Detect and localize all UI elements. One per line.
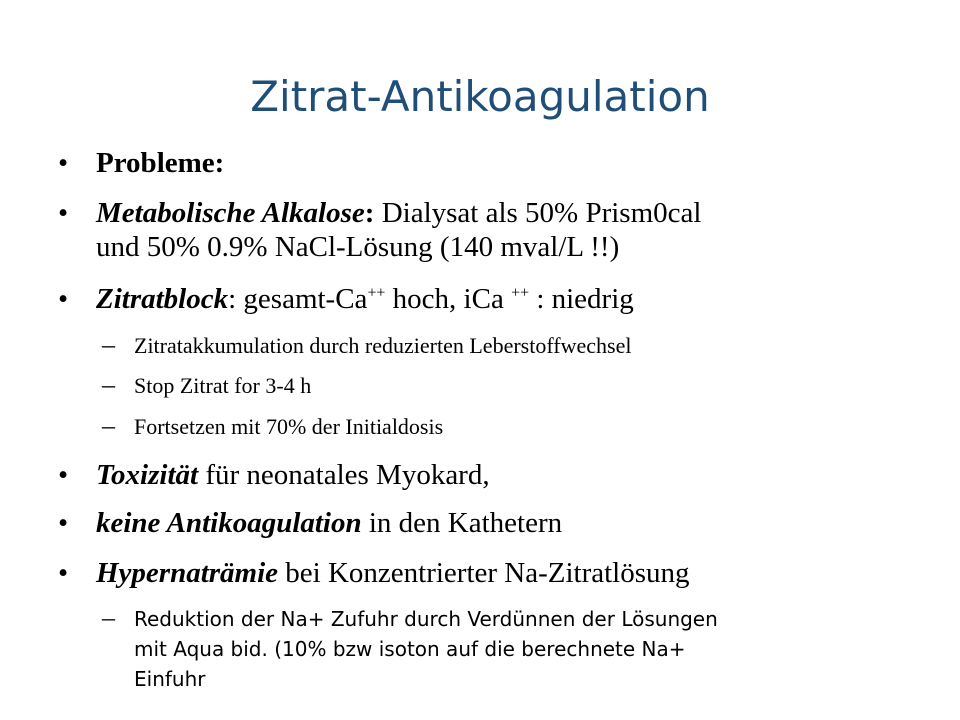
antikoagulation-text: in den Kathetern — [361, 507, 563, 539]
bullet-alkalose-line1 — [96, 196, 916, 230]
bullet-hypernatraemie — [96, 556, 916, 590]
sub-item: Zitratakkumulation durch reduzierten Leberstoffwechsel — [134, 333, 632, 358]
dash-icon: – — [102, 370, 115, 399]
zitratblock-text-c: : niedrig — [529, 283, 634, 315]
bullet-icon: • — [58, 459, 69, 491]
bullet-antikoagulation — [96, 506, 916, 540]
dash-icon: – — [102, 411, 115, 440]
dash-icon: – — [102, 330, 115, 359]
bullet-icon: • — [58, 147, 69, 179]
dash-icon: – — [102, 603, 115, 632]
sub-item-reduktion — [134, 604, 914, 694]
sub-item: Fortsetzen mit 70% der Initialdosis — [134, 414, 444, 439]
sub-item: Stop Zitrat for 3-4 h — [134, 373, 312, 398]
superscript-ica: ++ — [511, 284, 530, 302]
bullet-zitratblock — [96, 282, 916, 316]
zitratblock-text-b: hoch, iCa — [385, 283, 512, 315]
bullet-alkalose-line2: und 50% 0.9% NaCl-Lösung (140 mval/L !!) — [96, 231, 620, 263]
reduktion-line2: mit Aqua bid. (10% bzw isoton auf die berechnete Na+ — [134, 637, 686, 661]
superscript-ca: ++ — [367, 284, 386, 302]
zitratblock-text-a: : gesamt-Ca — [228, 283, 368, 315]
slide-title: Zitrat-Antikoagulation — [250, 72, 710, 121]
bullet-toxizitaet — [96, 458, 916, 492]
reduktion-line1: Reduktion der Na+ Zufuhr durch Verdünnen der Lösungen — [134, 607, 718, 631]
bullet-alkalose — [96, 196, 916, 264]
alkalose-text-1: Dialysat als 50% Prism0cal — [374, 197, 702, 229]
term-hypernatraemie: Hypernaträmie — [96, 557, 279, 589]
hypernatraemie-text: bei Konzentrierter Na-Zitratlösung — [278, 557, 690, 589]
bullet-icon: • — [58, 283, 69, 315]
term-keine-antikoagulation: keine Antikoagulation — [96, 507, 362, 539]
term-toxizitaet: Toxizität — [96, 459, 199, 491]
bullet-icon: • — [58, 197, 69, 229]
toxizitaet-text: für neonatales Myokard, — [198, 459, 490, 491]
reduktion-line3: Einfuhr — [134, 667, 206, 691]
colon: : — [364, 197, 375, 229]
term-zitratblock: Zitratblock — [96, 283, 229, 315]
bullet-probleme — [96, 146, 916, 180]
bullet-icon: • — [58, 507, 69, 539]
term-metabolische-alkalose: Metabolische Alkalose — [96, 197, 365, 229]
bullet-icon: • — [58, 557, 69, 589]
bullet-probleme-label: Probleme: — [96, 147, 225, 179]
